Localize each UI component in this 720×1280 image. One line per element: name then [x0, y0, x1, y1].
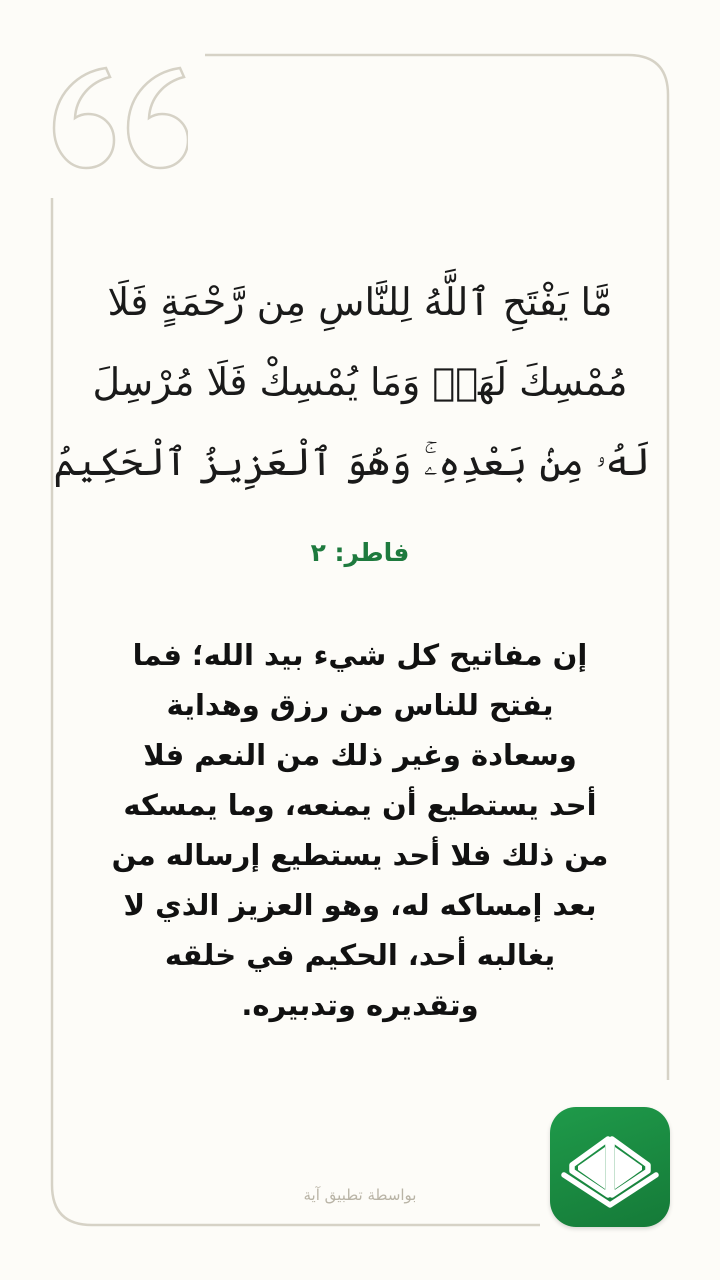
surah-reference: فاطر: ٢: [310, 538, 410, 567]
quote-mark-icon: [48, 50, 188, 175]
tafsir-line-8: وتقديره وتدبيره.: [241, 988, 479, 1022]
tafsir-line-3: وسعادة وغير ذلك من النعم فلا: [143, 738, 577, 772]
verse-line-2: مُمْسِكَ لَهَاۖ وَمَا يُمْسِكْ فَلَا مُرْسِلَ: [92, 360, 628, 404]
app-credit: بواسطة تطبيق آية: [303, 1186, 417, 1204]
tafsir-line-2: يفتح للناس من رزق وهداية: [166, 688, 554, 722]
tafsir-line-4: أحد يستطيع أن يمنعه، وما يمسكه: [123, 788, 597, 822]
tafsir-line-1: إن مفاتيح كل شيء بيد الله؛ فما: [132, 638, 588, 672]
tafsir-line-5: من ذلك فلا أحد يستطيع إرساله من: [111, 838, 609, 872]
quran-book-icon: [550, 1107, 670, 1227]
app-icon-badge[interactable]: [550, 1107, 670, 1227]
verse-text: [53, 262, 650, 502]
tafsir-line-7: يغالبه أحد، الحكيم في خلقه: [164, 938, 556, 972]
verse-line-3: لَهُۥ مِنۢ بَعْدِهِۦۚ وَهُوَ ٱلْعَزِيزُ ٱلْحَكِيمُ: [53, 440, 650, 484]
tafsir-text: [88, 630, 632, 1030]
verse-line-1: مَّا يَفْتَحِ ٱللَّهُ لِلنَّاسِ مِن رَّحْمَةٍ فَلَا: [107, 280, 613, 324]
tafsir-line-6: بعد إمساكه له، وهو العزيز الذي لا: [123, 888, 597, 922]
